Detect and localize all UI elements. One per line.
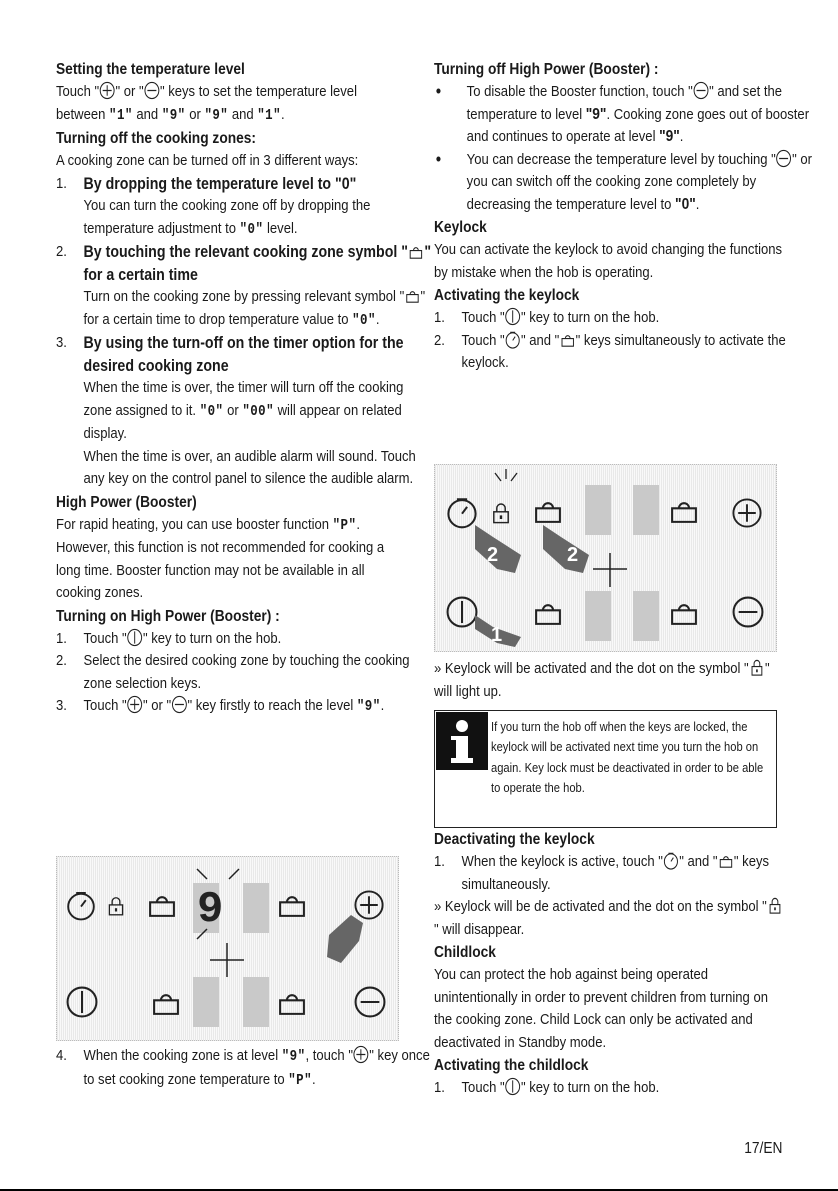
deactivate-item-1: 1. When the keylock is active, touch " " and " " keys simultaneously.	[434, 853, 770, 893]
on-item-4: 4. When the cooking zone is at level "9", touch " " key once to set cooking zone temperature to "P".	[56, 1047, 430, 1089]
timer-icon	[68, 893, 94, 919]
zone-icon	[150, 897, 174, 916]
off-heading: Turning off the cooking zones:	[56, 130, 257, 147]
booster-off-heading: Turning off High Power (Booster) :	[434, 61, 659, 78]
power-icon	[448, 598, 477, 627]
zone-icon	[672, 503, 696, 522]
zone-icon	[672, 605, 696, 624]
on-item-1: 1. Touch " " key to turn on the hob.	[56, 629, 282, 647]
info-icon	[436, 712, 488, 770]
timer-icon	[505, 330, 521, 349]
booster-on-heading: Turning on High Power (Booster) :	[56, 607, 280, 625]
info-note	[434, 710, 777, 828]
page-number: 17/EN	[743, 1140, 782, 1157]
hand-pointer-icon	[327, 915, 363, 963]
hand-pointer-icon	[543, 525, 589, 573]
keylock-paragraph: You can activate the keylock to avoid changing the functions by mistake when the hob is operating.	[434, 241, 783, 281]
lock-icon	[494, 504, 508, 523]
off-item-3: 3. By using the turn-off on the timer option for the desired cooking zone When the time is over, the timer will turn off the cooking zone assigned to it. "0" or "00" will appear on related display. When the time is over, an audible alarm will sound. Touch any key on the control panel to silence the audible alarm.	[56, 334, 416, 487]
keylock-item-2: 2. Touch " " and " " keys simultaneously to activate the keylock.	[434, 331, 786, 371]
off-item-2: 2. By touching the relevant cooking zone symbol " " for a certain time Turn on the cooking zone by pressing relevant symbol " " for a certain time to drop temperature value to "0".	[56, 243, 432, 329]
power-icon	[127, 628, 143, 647]
keylock-heading: Keylock	[434, 219, 487, 236]
control-panel-diagram	[435, 465, 776, 651]
lock-icon	[767, 896, 783, 915]
zone-icon	[280, 995, 304, 1014]
booster-off-bullet-2: • You can decrease the temperature level by touching " " or you can switch off the cooking zone completely by decreasing the temperature level to "0".	[435, 148, 813, 213]
childlock-activate-heading: Activating the childlock	[434, 1057, 589, 1074]
plus-icon	[127, 695, 143, 714]
timer-icon	[448, 499, 475, 527]
zone-icon	[559, 330, 575, 349]
power-icon	[68, 988, 97, 1017]
lock-icon	[749, 658, 765, 677]
plus-icon	[355, 891, 382, 918]
on-item-3: 3. Touch " " or " " key firstly to reach the level "9".	[56, 697, 385, 715]
zone-icon	[154, 995, 178, 1014]
minus-icon	[776, 149, 792, 168]
booster-panel-illustration	[56, 856, 399, 1041]
zone-icon	[536, 503, 560, 522]
step-label: 2	[567, 544, 579, 566]
right-column-bottom	[434, 828, 786, 1100]
booster-paragraph: For rapid heating, you can use booster function "P". However, this function is not recommended for cooking a long time. Booster function may not be available in all cooking zones.	[56, 515, 385, 601]
control-panel-diagram	[57, 857, 398, 1040]
step-label: 1	[491, 624, 503, 646]
setting-heading: Setting the temperature level	[56, 61, 245, 78]
minus-icon	[356, 988, 385, 1017]
info-note-text: If you turn the hob off when the keys are locked, the keylock will be activated next time you turn the hob on again. Key lock must be deactivated in order to be able to operate the hob.	[491, 719, 764, 796]
timer-icon	[663, 851, 679, 870]
on-item-2: 2. Select the desired cooking zone by touching the cooking zone selection keys.	[56, 652, 410, 692]
left-column	[56, 58, 432, 719]
right-column-middle	[434, 658, 786, 703]
keylock-deactivate-result: » Keylock will be de activated and the dot on the symbol "" will disappear.	[434, 896, 785, 941]
off-intro: A cooking zone can be turned off in 3 different ways:	[56, 152, 359, 169]
minus-icon	[734, 598, 763, 627]
left-column-bottom	[56, 1045, 430, 1092]
keylock-activate-heading: Activating the keylock	[434, 287, 580, 304]
childlock-item-1: 1. Touch " " key to turn on the hob.	[434, 1079, 660, 1096]
zone-icon	[536, 605, 560, 624]
setting-paragraph: Touch " " or " " keys to set the temperature level between "1" and "9" or "9" and "1".	[56, 83, 357, 124]
childlock-paragraph: You can protect the hob against being operated unintentionally in order to prevent children from turning on the cooking zone. Child Lock can only be activated and deactivated in Standby mode.	[434, 966, 768, 1051]
power-icon	[505, 307, 521, 326]
keylock-panel-illustration	[434, 464, 777, 652]
step-label: 2	[487, 544, 499, 566]
keylock-item-1: 1. Touch " " key to turn on the hob.	[434, 309, 660, 326]
right-column	[434, 58, 813, 375]
booster-off-bullet-1: • To disable the Booster function, touch " " and set the temperature to level "9". Cooking zone goes out of booster and continues to operate at level "9".	[435, 81, 810, 145]
zone-icon	[718, 851, 734, 870]
plus-icon	[733, 499, 760, 526]
lock-icon	[109, 898, 122, 915]
zone-icon	[404, 286, 420, 305]
minus-icon	[693, 81, 709, 100]
panel-digit: 9	[197, 885, 224, 935]
plus-icon	[353, 1045, 369, 1064]
booster-heading: High Power (Booster)	[56, 493, 197, 511]
plus-icon	[99, 81, 115, 100]
off-item-1: 1. By dropping the temperature level to "0" You can turn the cooking zone off by dropping the temperature adjustment to "0" level.	[56, 174, 371, 238]
power-icon	[505, 1077, 521, 1096]
keylock-deactivate-heading: Deactivating the keylock	[434, 831, 595, 848]
minus-icon	[144, 81, 160, 100]
minus-icon	[171, 695, 187, 714]
zone-icon	[280, 897, 304, 916]
zone-icon	[408, 242, 424, 261]
keylock-activate-result: » Keylock will be activated and the dot on the symbol " " will light up.	[434, 660, 770, 700]
childlock-heading: Childlock	[434, 944, 496, 961]
